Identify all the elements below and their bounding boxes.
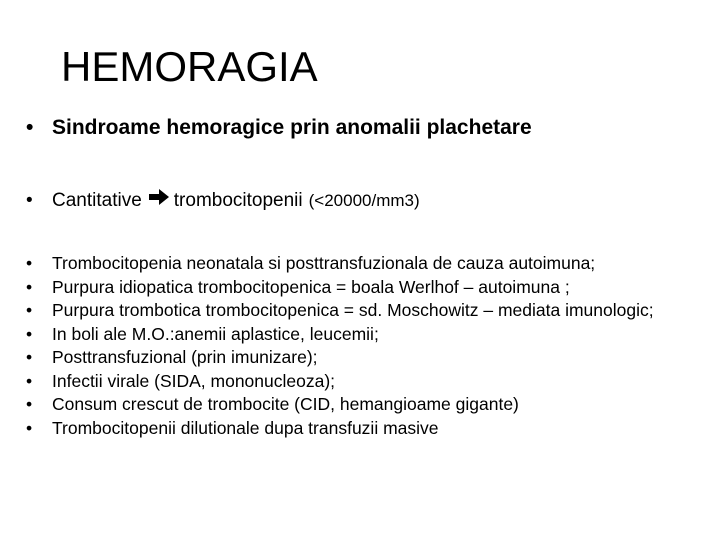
sub-bullet-right-small: (<20000/mm3)	[308, 191, 420, 210]
bullet-dot: •	[26, 347, 33, 367]
slide-title: HEMORAGIA	[61, 43, 318, 90]
bullet-dot: •	[26, 370, 33, 391]
list-item-text: In boli ale M.O.:anemii aplastice, leucemii;	[52, 323, 379, 344]
sub-bullet-left: Cantitative	[52, 190, 142, 211]
list-item	[26, 276, 706, 300]
list-item-text: Purpura trombotica trombocitopenica = sd. Moschowitz – mediata imunologic;	[52, 300, 654, 320]
list-item-text: Trombocitopenii dilutionale dupa transfuzii masive	[52, 417, 439, 438]
bullet-dot: •	[26, 323, 33, 344]
list-item	[26, 370, 706, 394]
list-item	[26, 393, 706, 417]
bullet-dot: •	[26, 276, 33, 297]
list-item-text: Posttransfuzional (prin imunizare);	[52, 347, 318, 367]
list-item	[26, 417, 706, 441]
list-item-text: Purpura idiopatica trombocitopenica = boala Werlhof – autoimuna ;	[52, 276, 570, 297]
bullet-dot: •	[26, 394, 33, 414]
bullet-dot: •	[26, 300, 33, 320]
list-item-text: Trombocitopenia neonatala si posttransfuzionala de cauza autoimuna;	[52, 253, 596, 273]
list-item	[26, 252, 706, 276]
list-item-text: Consum crescut de trombocite (CID, hemangioame gigante)	[52, 394, 519, 414]
bullet-dot: •	[26, 116, 34, 139]
bullet-dot: •	[26, 417, 33, 438]
sub-bullet	[26, 187, 420, 215]
right-arrow-icon	[148, 188, 170, 206]
cause-list	[26, 252, 706, 440]
sub-bullet-right: trombocitopenii	[173, 190, 303, 211]
list-item	[26, 346, 706, 370]
bullet-dot: •	[26, 253, 33, 273]
list-item	[26, 323, 706, 347]
list-item	[26, 299, 706, 323]
heading-bullet	[26, 114, 532, 142]
list-item-text: Infectii virale (SIDA, mononucleoza);	[52, 370, 336, 391]
bullet-dot: •	[26, 190, 33, 211]
heading-bullet-text: Sindroame hemoragice prin anomalii plachetare	[52, 116, 532, 139]
